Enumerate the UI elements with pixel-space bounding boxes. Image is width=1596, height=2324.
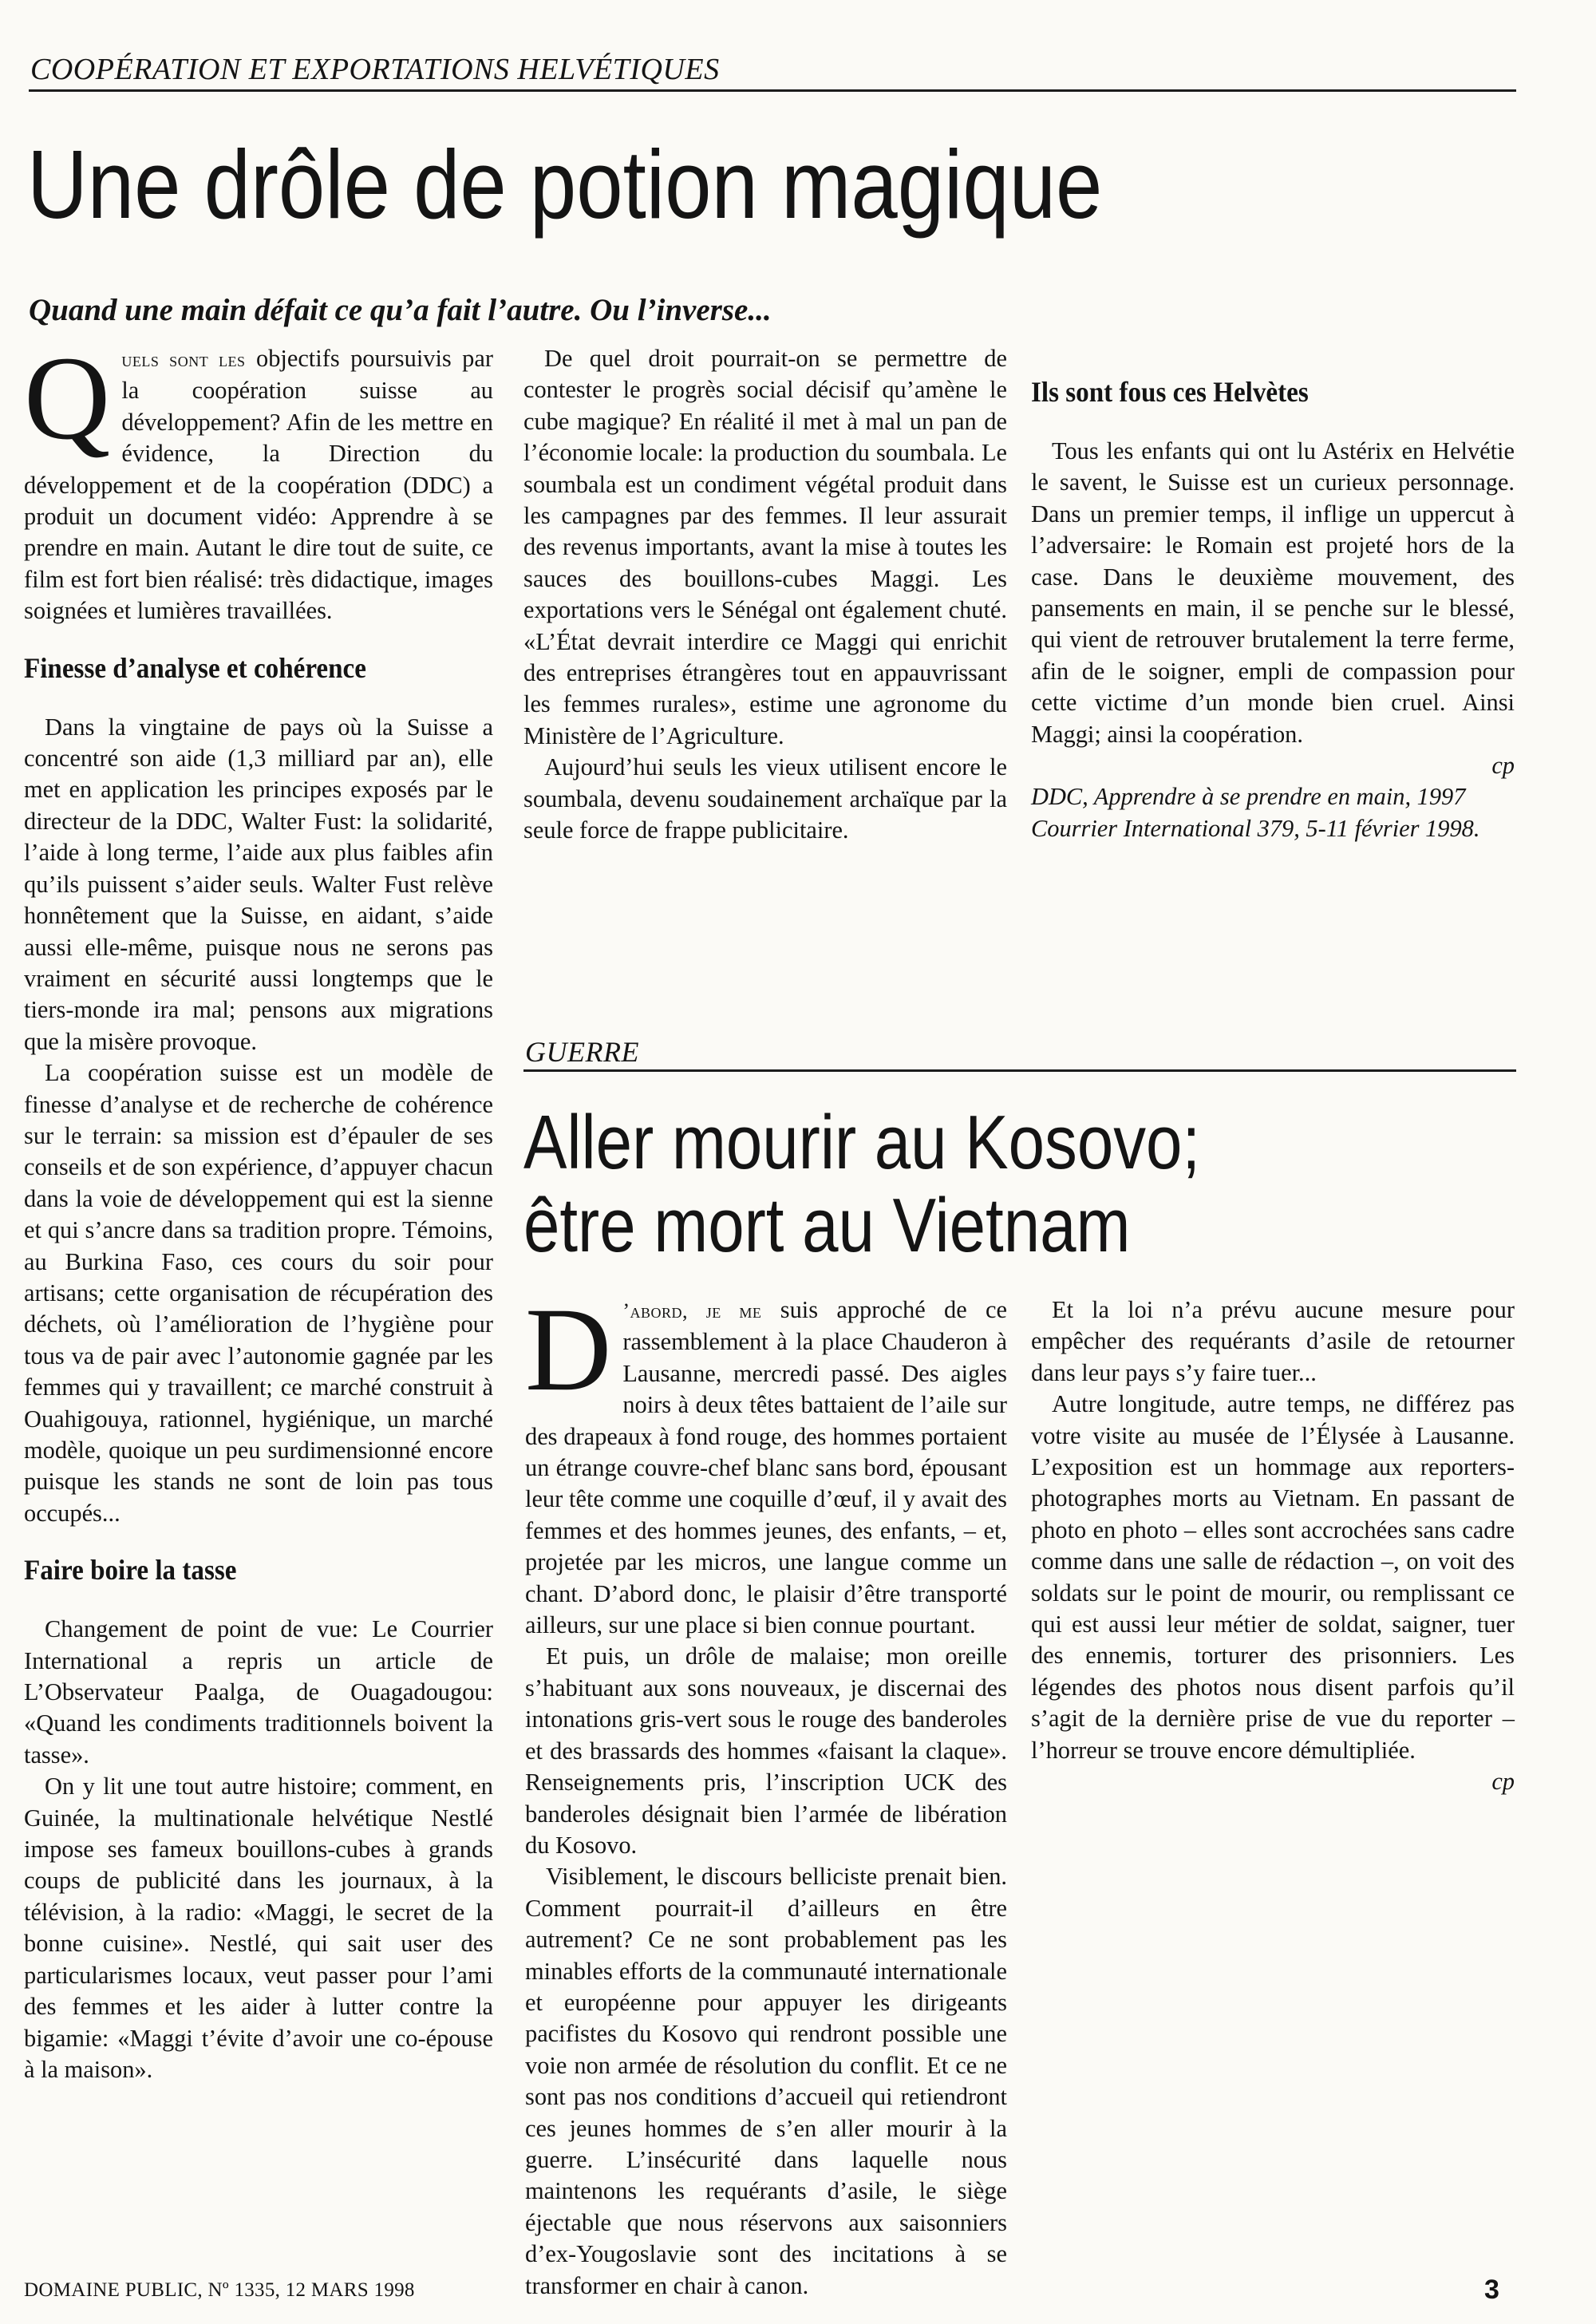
paragraph: objectifs poursuivis par la coopération suisse au développement? Afin de les mettre en évidence, la Direction du développement et de la coopération (DDC) a produit un document vidéo: Apprendre à se prendre en main. Autant le dire tout de suite, ce film est fort bien réalisé: très didactique, images soignées et lumières travaillées. <box>24 345 493 625</box>
mid-rule <box>523 1069 1516 1072</box>
article1-title: Une drôle de potion magique <box>27 130 1103 239</box>
subheading: Finesse d’analyse et cohérence <box>24 651 366 684</box>
paragraph: suis approché de ce rassemblement à la place Chauderon à Lausanne, mercredi passé. Des aigles noirs à deux têtes battaient de l’aile sur des drapeaux à fond rouge, des hommes portaient un étrange couvre-chef blanc sans bord, épousant leur tête comme une coquille d’œuf, il y avait des femmes et des hommes jeunes, des enfants, – et, projetée par les micros, une langue comme un chant. D’abord donc, le plaisir d’être transporté ailleurs, sur une place si bien connue pourtant. <box>525 1296 1008 1639</box>
paragraph: On y lit une tout autre histoire; comment, en Guinée, la multinationale helvétique Nestlé impose ses fameux bouillons-cubes à grands coups de publicité dans les journaux, à la télévision, à la radio: «Maggi, le secret de la bonne cuisine». Nestlé, qui sait user des particularismes locaux, veut passer pour l’ami des femmes et les aider à lutter contre la bigamie: «Maggi t’évite d’avoir une co-épouse à la maison». <box>24 1773 493 2083</box>
section-label-guerre: GUERRE <box>525 1036 639 1068</box>
source-line: DDC, Apprendre à se prendre en main, 1997 <box>1031 783 1466 811</box>
paragraph: Tous les enfants qui ont lu Astérix en Helvétie le savent, le Suisse est un curieux personnage. Dans un premier temps, il inflige un uppercut à l’adversaire: le Romain est projeté hors de la case. Dans le deuxième mouvement, des pansements en main, il se penche sur le blessé, qui vient de retrouver brutalement la terre ferme, afin de le soigner, empli de compassion pour cette victime d’un monde bien cruel. Ainsi Maggi; ainsi la coopération. <box>1031 437 1515 748</box>
signature: cp <box>1491 752 1515 780</box>
subheading: Faire boire la tasse <box>24 1554 237 1587</box>
lead-caps: uels sont les <box>121 348 246 371</box>
subheading: Ils sont fous ces Helvètes <box>1031 376 1309 408</box>
article2-title-line1: Aller mourir au Kosovo; <box>523 1100 1201 1185</box>
paragraph: Et la loi n’a prévu aucune mesure pour empêcher des requérants d’asile de retourner dans leur pays s’y faire tuer... <box>1031 1296 1515 1386</box>
dropcap-d: D <box>525 1283 612 1416</box>
article2-column-1 <box>525 1283 1008 2299</box>
paragraph: Visiblement, le discours belliciste prenait bien. Comment pourrait-il d’ailleurs en être autrement? Ce ne sont probablement pas les minables efforts de la communauté internationale et européenne pour appuyer les dirigeants pacifistes du Kosovo qui rendront possible une voie non armée de résolution du conflit. Et ce ne sont pas nos conditions d’accueil qui retiendront ces jeunes hommes de s’en aller mourir à la guerre. L’insécurité dans laquelle nous maintenons les requérants d’asile, le siège éjectable que nous réservons aux saisonniers d’ex-Yougoslavie sont des incitations à se transformer en chair à canon. <box>525 1863 1007 2299</box>
footer-publication: DOMAINE PUBLIC, Nº 1335, 12 MARS 1998 <box>24 2279 415 2301</box>
dropcap-q: Q <box>24 332 111 464</box>
paragraph: Et puis, un drôle de malaise; mon oreille s’habituant aux sons nouveaux, je discernai des intonations gris-vert sous le rouge des banderoles et des brassards des hommes «faisant la claque». Renseignements pris, l’inscription UCK des banderoles désignait bien l’armée de libération du Kosovo. <box>525 1642 1007 1859</box>
section-label-top: COOPÉRATION ET EXPORTATIONS HELVÉTIQUES <box>30 53 720 86</box>
paragraph: La coopération suisse est un modèle de finesse d’analyse et de recherche de cohérence sur le terrain: sa mission est d’épauler de ses conseils et de son expérience, d’appuyer chacun dans la voie de développement qui est la sienne et qui s’ancre dans sa tradition propre. Témoins, au Burkina Faso, ces cours du soir pour artisans; cette organisation de récupération des déchets, où l’amélioration de l’hygiène pour tous va de pair avec l’autonomie gagnée par les femmes qui y travaillent; ce marché construit à Ouahigouya, rationnel, hygiénique, un marché modèle, quoique un peu surdimensionné encore puisque les stands ne sont de loin pas tous occupés... <box>24 1059 493 1527</box>
article2-column-2 <box>1031 1294 1515 2225</box>
article1-column-3 <box>1031 343 1515 1015</box>
signature: cp <box>1491 1768 1515 1796</box>
paragraph: De quel droit pourrait-on se permettre de contester le progrès social décisif qu’amène le cube magique? En réalité il met à mal un pan de l’économie locale: la production du soumbala. Le soumbala est un condiment végétal produit dans les campagnes par des femmes. Il leur assurait des revenus importants, avant la mise à toutes les sauces des bouillons-cubes Maggi. Les exportations vers le Sénégal ont également chuté. «L’État devrait interdire ce Maggi qui enrichit des entreprises étrangères tout en appauvrissant les femmes rurales», estime une agronome du Ministère de l’Agriculture. <box>523 345 1007 749</box>
paragraph: Dans la vingtaine de pays où la Suisse a concentré son aide (1,3 milliard par an), elle met en application les principes exposés par le directeur de la DDC, Walter Fust: la solidarité, l’aide à long terme, l’aide aux plus faibles afin qu’ils puissent s’aider seuls. Walter Fust relève honnêtement que la Suisse, en aidant, s’aide aussi elle-même, puisque nous ne serons pas vraiment en sécurité aussi longtemps que le tiers-monde ira mal; pensons aux migrations que la misère provoque. <box>24 713 493 1055</box>
paragraph: Autre longitude, autre temps, ne différez pas votre visite au musée de l’Élysée à Lausanne. L’exposition est un hommage aux reporters-photographes morts au Vietnam. En passant de photo en photo – elles sont accrochées sans cadre comme dans une salle de rédaction –, on voit des soldats sur le point de mourir, ou remplissant ce qui est aussi leur métier de soldat, saigner, tuer des ennemis, torturer des prisonniers. Les légendes des photos nous disent parfois qu’il s’agit de la dernière prise de vue du reporter – l’horreur se trouve encore démultipliée. <box>1031 1390 1515 1764</box>
article1-deck: Quand une main défait ce qu’a fait l’autre. Ou l’inverse... <box>29 293 772 327</box>
paragraph: Aujourd’hui seuls les vieux utilisent encore le soumbala, devenu soudainement archaïque par la seule force de frappe publicitaire. <box>523 753 1007 844</box>
article2-title-line2: être mort au Vietnam <box>523 1182 1131 1268</box>
source-line: Courrier International 379, 5-11 février 1998. <box>1031 814 1480 842</box>
page-number: 3 <box>1484 2275 1499 2305</box>
article1-column-2 <box>523 343 1007 1015</box>
paragraph: Changement de point de vue: Le Courrier International a repris un article de L’Observateur Paalga, de Ouagadougou: «Quand les condiments traditionnels boivent la tasse». <box>24 1615 493 1769</box>
top-rule <box>29 89 1516 92</box>
article2-title <box>523 1101 1200 1267</box>
lead-caps: ’abord, je me <box>622 1299 762 1322</box>
article1-column-1 <box>24 332 493 2203</box>
